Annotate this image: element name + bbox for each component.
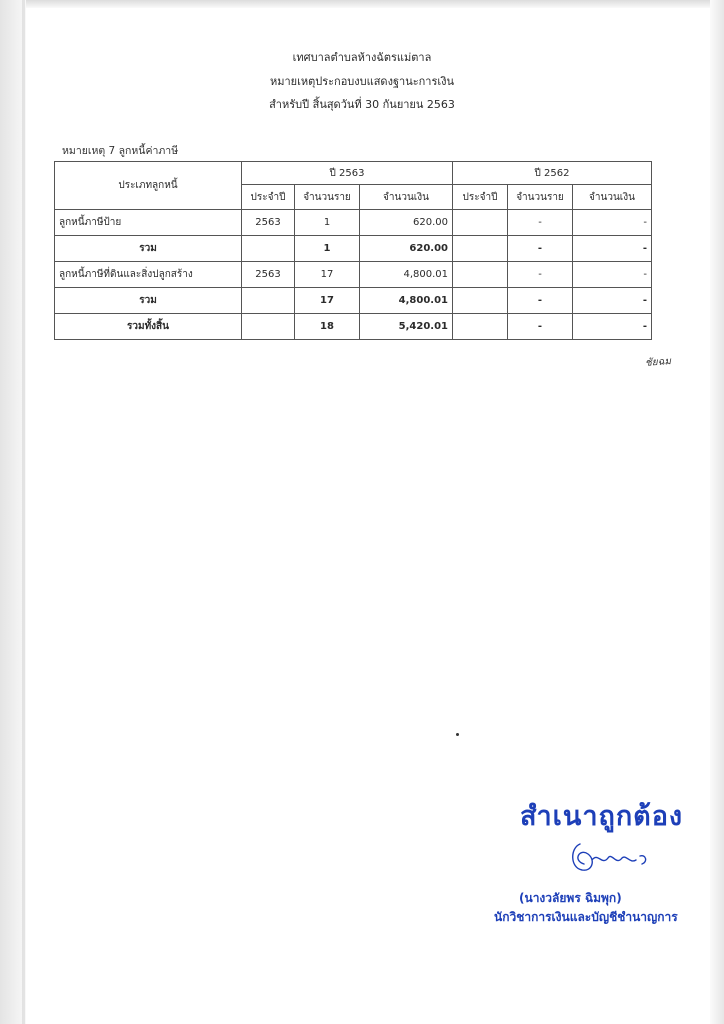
signer-name: (นางวลัยพร ฉิมพุก) — [519, 891, 622, 905]
signature — [566, 838, 656, 878]
count-prev-cell: - — [508, 210, 573, 236]
subtotal-row — [55, 288, 652, 314]
fiscal-year-prev-cell — [453, 210, 508, 236]
fiscal-year-prev-cell — [453, 314, 508, 340]
tax-debtor-table — [54, 161, 652, 340]
amount-cell: 5,420.01 — [360, 314, 453, 340]
org-name: เทศบาลตำบลห้างฉัตรแม่ตาล — [292, 51, 432, 64]
amount-cell: 620.00 — [360, 236, 453, 262]
signer-title: นักวิชาการเงินและบัญชีชำนาญการ — [494, 910, 678, 924]
fiscal-year-cell — [242, 288, 295, 314]
count-cell: 17 — [295, 288, 360, 314]
fiscal-year-prev-cell — [453, 236, 508, 262]
col-debtor-type: ประเภทลูกหนี้ — [55, 162, 242, 210]
scan-shadow — [22, 0, 25, 1024]
fiscal-year-prev-cell — [453, 288, 508, 314]
col-fiscal-year-prev: ประจำปี — [453, 185, 508, 210]
fiscal-year-cell: 2563 — [242, 210, 295, 236]
speck-mark — [456, 733, 459, 736]
count-cell: 1 — [295, 236, 360, 262]
subtotal-label: รวม — [55, 288, 242, 314]
document-title: หมายเหตุประกอบงบแสดงฐานะการเงิน — [269, 75, 455, 88]
count-prev-cell: - — [508, 262, 573, 288]
amount-prev-cell: - — [573, 314, 652, 340]
count-prev-cell: - — [508, 288, 573, 314]
certified-copy-stamp: สำเนาถูกต้อง — [520, 801, 684, 832]
col-count-prev: จำนวนราย — [508, 185, 573, 210]
amount-cell: 4,800.01 — [360, 288, 453, 314]
grand-total-row — [55, 314, 652, 340]
debtor-type-cell: ลูกหนี้ภาษีที่ดินและสิ่งปลูกสร้าง — [55, 262, 242, 288]
handwritten-initials: ชัยฉม — [644, 356, 672, 369]
amount-cell: 4,800.01 — [360, 262, 453, 288]
fiscal-year-cell: 2563 — [242, 262, 295, 288]
count-cell: 18 — [295, 314, 360, 340]
amount-prev-cell: - — [573, 236, 652, 262]
col-amount: จำนวนเงิน — [360, 185, 453, 210]
fiscal-year-cell — [242, 314, 295, 340]
group-header-2563: ปี 2563 — [242, 162, 453, 185]
col-fiscal-year: ประจำปี — [242, 185, 295, 210]
fiscal-year-prev-cell — [453, 262, 508, 288]
table-row — [55, 210, 652, 236]
note-title: หมายเหตุ 7 ลูกหนี้ค่าภาษี — [62, 145, 179, 157]
subtotal-row — [55, 236, 652, 262]
amount-prev-cell: - — [573, 210, 652, 236]
col-amount-prev: จำนวนเงิน — [573, 185, 652, 210]
col-count: จำนวนราย — [295, 185, 360, 210]
scan-edge-right — [710, 0, 724, 1024]
count-cell: 17 — [295, 262, 360, 288]
fiscal-year-cell — [242, 236, 295, 262]
table-row — [55, 262, 652, 288]
amount-cell: 620.00 — [360, 210, 453, 236]
group-header-2562: ปี 2562 — [453, 162, 652, 185]
grand-total-label: รวมทั้งสิ้น — [55, 314, 242, 340]
period-line: สำหรับปี สิ้นสุดวันที่ 30 กันยายน 2563 — [269, 98, 455, 111]
amount-prev-cell: - — [573, 262, 652, 288]
count-prev-cell: - — [508, 236, 573, 262]
count-prev-cell: - — [508, 314, 573, 340]
subtotal-label: รวม — [55, 236, 242, 262]
count-cell: 1 — [295, 210, 360, 236]
scan-edge-top — [0, 0, 724, 8]
debtor-type-cell: ลูกหนี้ภาษีป้าย — [55, 210, 242, 236]
amount-prev-cell: - — [573, 288, 652, 314]
